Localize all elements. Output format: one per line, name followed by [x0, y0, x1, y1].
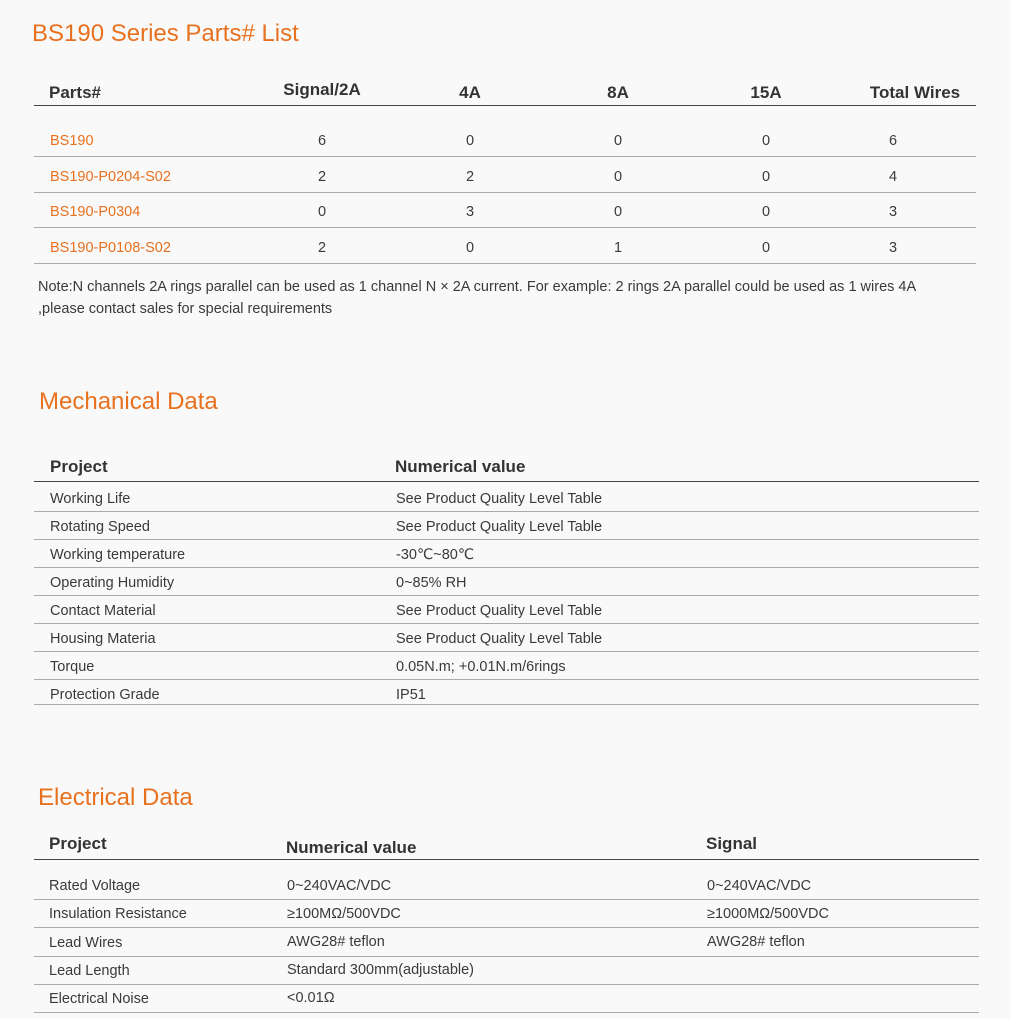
numerical-value: Standard 300mm(adjustable): [287, 962, 474, 978]
numerical-value: 0~240VAC/VDC: [287, 878, 392, 894]
8a-count: 0: [613, 169, 623, 185]
numerical-value: IP51: [396, 687, 426, 703]
parts-note: [38, 276, 978, 320]
row-divider: [34, 1012, 979, 1013]
project-name: Insulation Resistance: [49, 906, 187, 922]
signal-2a-count: 2: [317, 240, 327, 256]
numerical-value: 0.05N.m; +0.01N.m/6rings: [396, 659, 566, 675]
total-wires-count: 6: [888, 133, 898, 149]
row-divider: [34, 263, 976, 264]
col-header-numerical-value: Numerical value: [286, 838, 417, 857]
row-divider: [34, 595, 979, 596]
signal-2a-count: 0: [317, 204, 327, 220]
part-number: BS190-P0304: [50, 204, 141, 220]
8a-count: 1: [613, 240, 623, 256]
col-header-signal-2a: Signal/2A: [283, 80, 361, 99]
signal-value: 0~240VAC/VDC: [707, 878, 812, 894]
row-divider: [34, 192, 976, 193]
15a-count: 0: [761, 169, 771, 185]
signal-value: AWG28# teflon: [707, 934, 805, 950]
numerical-value: AWG28# teflon: [287, 934, 385, 950]
project-name: Rotating Speed: [50, 519, 150, 535]
project-name: Protection Grade: [50, 687, 160, 703]
15a-count: 0: [761, 240, 771, 256]
signal-value: ≥1000MΩ/500VDC: [707, 906, 829, 922]
total-wires-count: 3: [888, 240, 898, 256]
row-divider: [34, 984, 979, 985]
col-header-project: Project: [49, 834, 107, 853]
8a-count: 0: [613, 204, 623, 220]
part-number: BS190-P0108-S02: [50, 240, 171, 256]
total-wires-count: 3: [888, 204, 898, 220]
row-divider: [34, 567, 979, 568]
project-name: Housing Materia: [50, 631, 156, 647]
part-number: BS190-P0204-S02: [50, 169, 171, 185]
col-header-signal: Signal: [706, 834, 758, 853]
numerical-value: See Product Quality Level Table: [396, 603, 603, 619]
col-header-4a: 4A: [459, 83, 481, 102]
row-divider: [34, 704, 979, 705]
4a-count: 3: [465, 204, 475, 220]
col-header-8a: 8A: [607, 83, 629, 102]
row-divider: [34, 927, 979, 928]
col-header-parts: Parts#: [49, 83, 101, 102]
electrical-data-title: Electrical Data: [38, 784, 193, 811]
project-name: Torque: [50, 659, 95, 675]
note-line-2: ,please contact sales for special requirements: [38, 301, 333, 317]
parts-list-title: BS190 Series Parts# List: [32, 20, 299, 47]
numerical-value: See Product Quality Level Table: [396, 491, 603, 507]
project-name: Working Life: [50, 491, 131, 507]
part-number: BS190: [50, 133, 94, 149]
row-divider: [34, 539, 979, 540]
15a-count: 0: [761, 133, 771, 149]
project-name: Rated Voltage: [49, 878, 141, 894]
8a-count: 0: [613, 133, 623, 149]
row-divider: [34, 227, 976, 228]
15a-count: 0: [761, 204, 771, 220]
total-wires-count: 4: [888, 169, 898, 185]
mechanical-data-title: Mechanical Data: [39, 388, 218, 415]
note-line-1: Note:N channels 2A rings parallel can be used as 1 channel N × 2A current. For example: 2 rings 2A parallel could be used as 1 wires 4A: [38, 279, 917, 295]
project-name: Operating Humidity: [50, 575, 175, 591]
numerical-value: -30℃~80℃: [396, 547, 475, 563]
numerical-value: <0.01Ω: [287, 990, 335, 1006]
4a-count: 0: [465, 240, 475, 256]
row-divider: [34, 511, 979, 512]
col-header-total-wires: Total Wires: [869, 83, 961, 102]
numerical-value: ≥100MΩ/500VDC: [287, 906, 401, 922]
project-name: Lead Length: [49, 963, 130, 979]
col-header-numerical-value: Numerical value: [395, 457, 526, 476]
col-header-project: Project: [50, 457, 108, 476]
row-divider: [34, 623, 979, 624]
row-divider: [34, 899, 979, 900]
signal-2a-count: 6: [317, 133, 327, 149]
numerical-value: See Product Quality Level Table: [396, 519, 603, 535]
project-name: Contact Material: [50, 603, 156, 619]
4a-count: 0: [465, 133, 475, 149]
project-name: Working temperature: [50, 547, 186, 563]
header-rule: [34, 481, 979, 482]
header-rule: [34, 105, 976, 106]
numerical-value: 0~85% RH: [396, 575, 467, 591]
numerical-value: See Product Quality Level Table: [396, 631, 603, 647]
project-name: Lead Wires: [49, 935, 123, 951]
row-divider: [34, 156, 976, 157]
signal-2a-count: 2: [317, 169, 327, 185]
project-name: Electrical Noise: [49, 991, 149, 1007]
col-header-15a: 15A: [750, 83, 782, 102]
4a-count: 2: [465, 169, 475, 185]
header-rule: [34, 859, 979, 860]
row-divider: [34, 956, 979, 957]
row-divider: [34, 679, 979, 680]
row-divider: [34, 651, 979, 652]
